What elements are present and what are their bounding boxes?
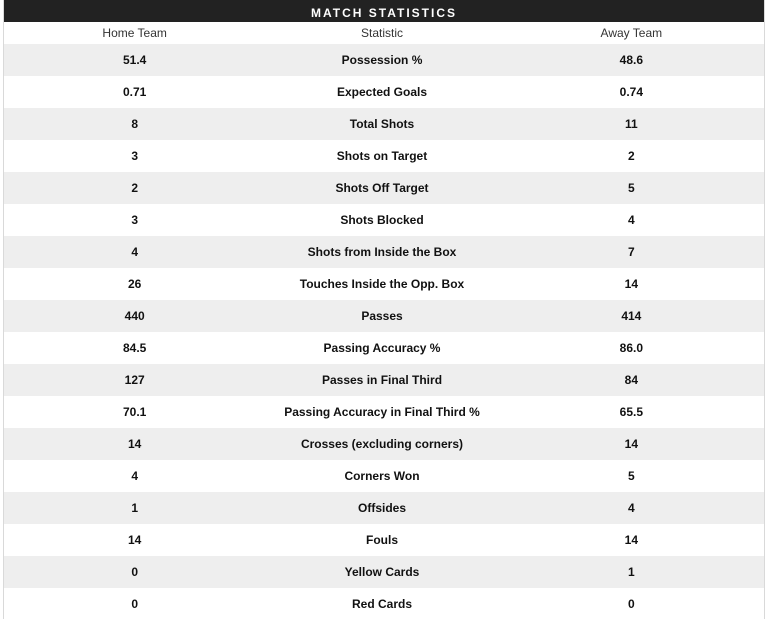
away-value: 5 bbox=[628, 469, 635, 483]
home-value: 4 bbox=[131, 245, 138, 259]
home-value: 3 bbox=[131, 213, 138, 227]
match-statistics-table bbox=[3, 0, 765, 619]
home-value: 0 bbox=[131, 597, 138, 611]
column-header-statistic: Statistic bbox=[361, 26, 404, 40]
table-row bbox=[4, 428, 764, 460]
statistic-name: Expected Goals bbox=[336, 85, 428, 99]
column-header-home: Home Team bbox=[102, 26, 167, 40]
home-value: 127 bbox=[124, 373, 145, 387]
table-title: MATCH STATISTICS bbox=[4, 0, 764, 22]
home-value: 14 bbox=[127, 533, 142, 547]
home-value: 0 bbox=[131, 565, 138, 579]
column-header-row bbox=[4, 22, 764, 44]
statistic-name: Total Shots bbox=[349, 117, 415, 131]
column-header-away: Away Team bbox=[600, 26, 663, 40]
table-row bbox=[4, 588, 764, 619]
home-value: 3 bbox=[131, 149, 138, 163]
away-value: 86.0 bbox=[619, 341, 644, 355]
statistic-name: Passing Accuracy % bbox=[323, 341, 441, 355]
home-value: 440 bbox=[124, 309, 145, 323]
away-value: 0 bbox=[628, 597, 635, 611]
away-value: 84 bbox=[624, 373, 639, 387]
away-value: 65.5 bbox=[619, 405, 644, 419]
statistic-name: Shots Blocked bbox=[340, 213, 424, 227]
table-row bbox=[4, 300, 764, 332]
statistic-name: Corners Won bbox=[344, 469, 420, 483]
home-value: 70.1 bbox=[122, 405, 147, 419]
table-row bbox=[4, 460, 764, 492]
away-value: 1 bbox=[628, 565, 635, 579]
statistic-name: Passing Accuracy in Final Third % bbox=[284, 405, 480, 419]
away-value: 11 bbox=[625, 117, 638, 131]
statistic-name: Passes bbox=[361, 309, 403, 323]
away-value: 7 bbox=[628, 245, 635, 259]
table-row bbox=[4, 556, 764, 588]
statistic-name: Shots Off Target bbox=[335, 181, 429, 195]
statistic-name: Passes in Final Third bbox=[321, 373, 443, 387]
home-value: 1 bbox=[131, 501, 138, 515]
home-value: 51.4 bbox=[122, 53, 147, 67]
statistic-name: Possession % bbox=[341, 53, 423, 67]
home-value: 2 bbox=[131, 181, 138, 195]
home-value: 26 bbox=[127, 277, 142, 291]
statistic-name: Touches Inside the Opp. Box bbox=[299, 277, 465, 291]
table-row bbox=[4, 524, 764, 556]
away-value: 5 bbox=[628, 181, 635, 195]
table-row bbox=[4, 332, 764, 364]
statistic-name: Red Cards bbox=[351, 597, 413, 611]
table-row bbox=[4, 140, 764, 172]
table-row bbox=[4, 396, 764, 428]
away-value: 414 bbox=[621, 309, 642, 323]
statistic-name: Shots on Target bbox=[336, 149, 428, 163]
home-value: 14 bbox=[127, 437, 142, 451]
table-row bbox=[4, 108, 764, 140]
statistic-name: Crosses (excluding corners) bbox=[300, 437, 464, 451]
statistic-name: Yellow Cards bbox=[344, 565, 420, 579]
table-row bbox=[4, 492, 764, 524]
away-value: 48.6 bbox=[619, 53, 644, 67]
table-row bbox=[4, 364, 764, 396]
home-value: 0.71 bbox=[122, 85, 147, 99]
away-value: 14 bbox=[624, 533, 639, 547]
home-value: 8 bbox=[131, 117, 138, 131]
table-row bbox=[4, 204, 764, 236]
table-row bbox=[4, 172, 764, 204]
home-value: 4 bbox=[131, 469, 138, 483]
away-value: 14 bbox=[624, 437, 639, 451]
table-row bbox=[4, 268, 764, 300]
table-row bbox=[4, 236, 764, 268]
table-row bbox=[4, 76, 764, 108]
table-row bbox=[4, 44, 764, 76]
away-value: 4 bbox=[628, 501, 635, 515]
away-value: 0.74 bbox=[619, 85, 644, 99]
statistic-name: Shots from Inside the Box bbox=[307, 245, 457, 259]
away-value: 4 bbox=[628, 213, 635, 227]
away-value: 2 bbox=[628, 149, 635, 163]
statistic-name: Offsides bbox=[358, 501, 407, 515]
away-value: 14 bbox=[624, 277, 639, 291]
statistic-name: Fouls bbox=[366, 533, 398, 547]
home-value: 84.5 bbox=[122, 341, 147, 355]
